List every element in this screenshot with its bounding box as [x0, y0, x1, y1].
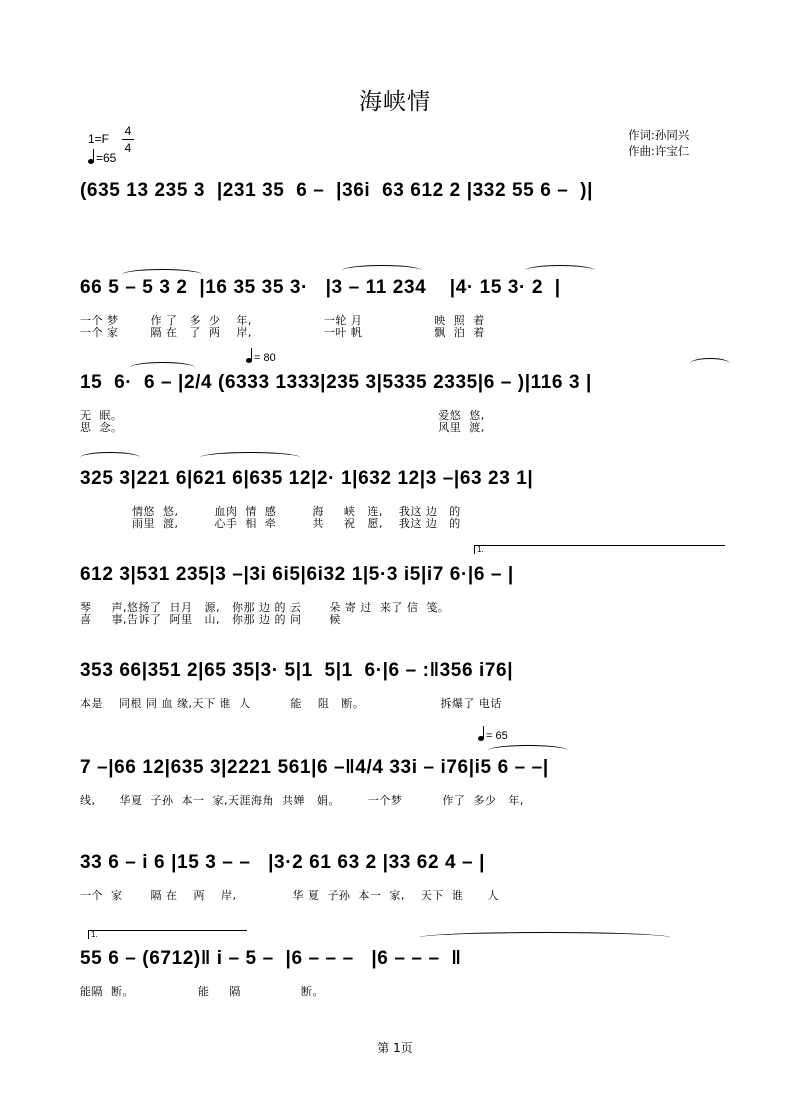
score-line-2 [80, 275, 728, 339]
time-sig-top: 4 [124, 124, 132, 138]
time-sig-bottom: 4 [124, 141, 132, 155]
notes-line-9: 55 6 – (6712)‖ i – 5 – |6 – – – |6 – – – ‖ [80, 948, 462, 969]
tempo-value: =65 [96, 151, 117, 165]
lyrics-line-2a: 一个 梦 作 了 多 少 年, 一轮 月 映 照 着 [80, 314, 485, 327]
notes-line-4: 325 3|221 6|621 6|635 12|2· 1|632 12|3 –|63 23 1| [80, 468, 534, 489]
quarter-note-icon [88, 159, 94, 164]
song-title: 海峡情 [359, 89, 431, 115]
notes-line-6: 353 66|351 2|65 35|3· 5|1 5|1 6·|6 – :‖356 i76| [80, 660, 514, 681]
volta-bracket-1 [474, 545, 725, 554]
lyrics-line-2b: 一个 家 隔 在 了 两 岸, 一叶 帆 飘 泊 着 [80, 326, 485, 339]
lyrics-line-3a: 无 眠。 爱悠 悠, [80, 409, 485, 422]
score-line-1 [80, 178, 728, 204]
score-line-5 [80, 562, 728, 626]
quarter-note-icon [478, 736, 484, 741]
score-line-8 [80, 850, 728, 902]
volta-label: 1. [477, 545, 484, 554]
score-line-9 [80, 946, 728, 998]
tempo-mark-80-value: = 80 [254, 352, 276, 364]
score-line-7 [80, 755, 728, 807]
quarter-note-icon [246, 358, 252, 363]
lyrics-line-6: 本是 同根 同 血 缘,天下 谁 人 能 阻 断。 拆爆了 电话 [80, 697, 502, 710]
volta-label-2: 1. [91, 930, 98, 939]
lyrics-line-7: 线, 华夏 子孙 本一 家,天涯海角 共婵 娟。 一个梦 作了 多少 年, [80, 794, 524, 807]
notes-line-8: 33 6 – i 6 |15 3 – – |3·2 61 63 2 |33 62 4 – | [80, 852, 486, 873]
lyricist: 作词:孙同兴 [628, 128, 690, 142]
tempo-mark-65-value: = 65 [486, 730, 508, 742]
tempo-mark-65 [478, 730, 508, 742]
page-number: 第 1页 [377, 1041, 413, 1055]
time-signature [122, 124, 134, 155]
notes-line-2: 66 5 – 5 3 2 |16 35 35 3· |3 – 11 234 |4· 15 3· 2 | [80, 277, 561, 298]
lyrics-line-4a: 情悠 悠, 血肉 情 感 海 峡 连, 我这 边 的 [80, 505, 461, 518]
volta-bracket-2 [88, 930, 247, 939]
key-label: 1=F [88, 132, 110, 146]
lyrics-line-4b: 雨里 渡, 心手 相 牵 共 祝 愿, 我这 边 的 [80, 517, 461, 530]
tempo-mark-80 [246, 352, 276, 364]
notes-line-7: 7 –|66 12|635 3|2221 561|6 –‖4/4 33i – i76|i5 6 – –| [80, 757, 549, 778]
lyrics-line-9: 能隔 断。 能 隔 断。 [80, 985, 324, 998]
notes-line-5: 612 3|531 235|3 –|3i 6i5|6i32 1|5·3 i5|i7 6·|6 – | [80, 564, 514, 585]
score-line-4 [80, 466, 728, 530]
lyrics-line-8: 一个 家 隔 在 两 岸, 华 夏 子孙 本一 家, 天下 谁 人 [80, 889, 499, 902]
score-line-3 [80, 370, 728, 434]
score-line-6 [80, 658, 728, 710]
credits [628, 127, 689, 159]
lyrics-line-5b: 喜 事,告诉了 阿里 山, 你那 边 的 问 候 [80, 613, 341, 626]
lyrics-line-5a: 琴 声,悠扬了 日月 源, 你那 边 的 云 朵 寄 过 来了 信 笺。 [80, 601, 450, 614]
composer: 作曲:许宝仁 [628, 144, 690, 158]
notes-line-3: 15 6· 6 – |2/4 (6333 1333|235 3|5335 2335|6 – )|116 3 | [80, 372, 592, 393]
notes-line-1: (635 13 235 3 |231 35 6 – |36i 63 612 2 |332 55 6 – )| [80, 180, 594, 201]
tempo-marking [88, 151, 116, 165]
lyrics-line-3b: 思 念。 风里 渡, [80, 421, 485, 434]
